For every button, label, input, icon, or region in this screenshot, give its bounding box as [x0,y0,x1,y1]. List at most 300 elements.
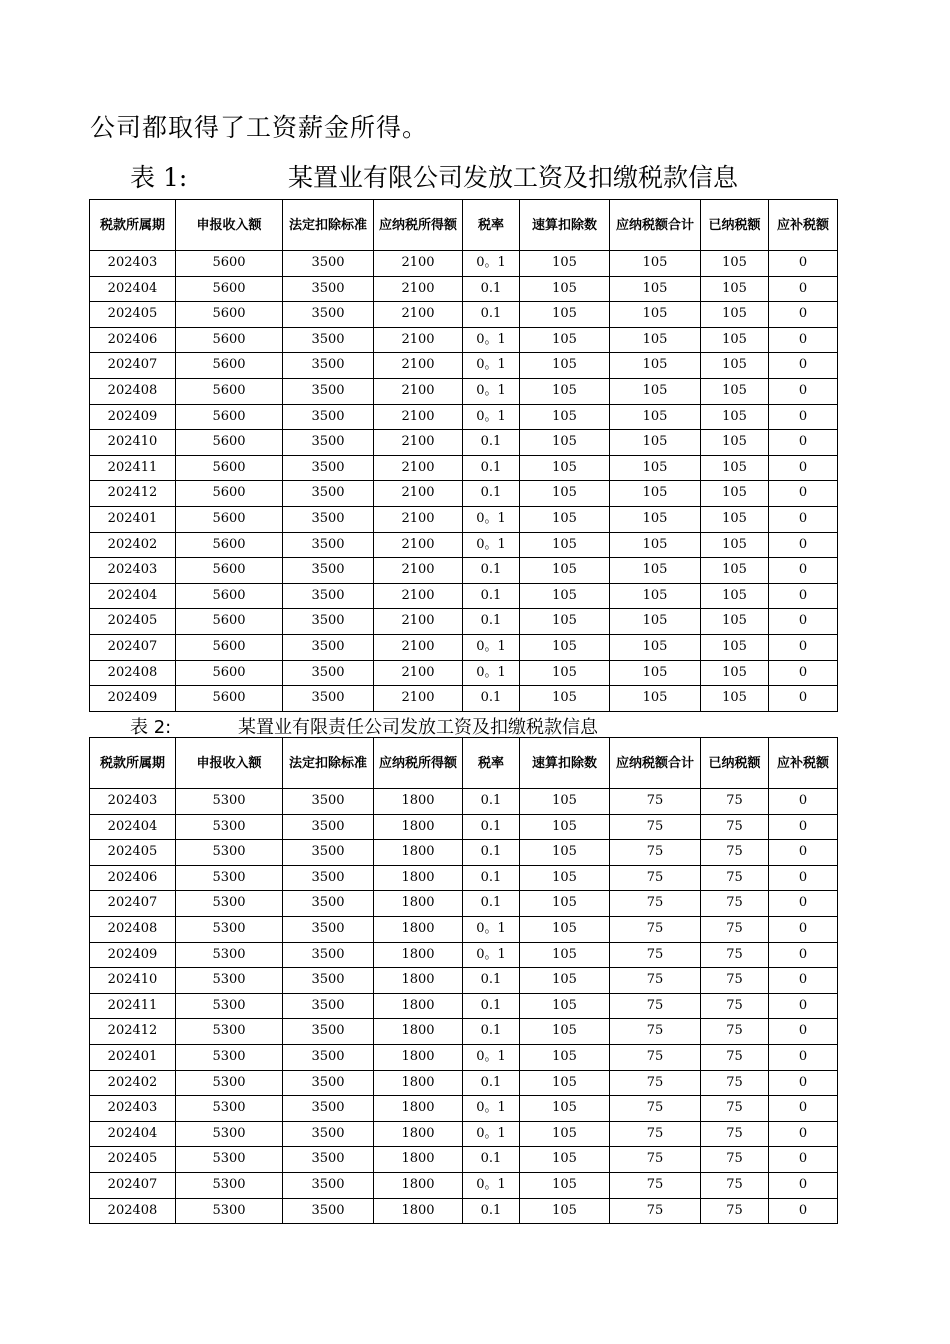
header-text: 税款所属期 [99,755,165,771]
table-cell: 2100 [374,660,463,686]
table-cell: 3500 [283,1172,374,1198]
table-cell: 105 [610,558,701,584]
table-cell: 202405 [90,609,176,635]
table-cell: 5600 [176,404,283,430]
table-row [90,942,838,968]
table-cell: 1800 [374,993,463,1019]
table-cell: 105 [520,1198,610,1224]
table-cell: 2100 [374,686,463,712]
table-cell: 0。1 [463,660,520,686]
table-cell: 75 [701,814,769,840]
header-text: 应纳税所得额 [378,755,457,771]
table-cell: 202403 [90,789,176,815]
table-cell: 2100 [374,634,463,660]
table-cell: 105 [520,891,610,917]
table-cell: 0 [769,1147,838,1173]
table-cell: 3500 [283,840,374,866]
table-cell: 0.1 [463,430,520,456]
table-cell: 0.1 [463,583,520,609]
table-cell: 202411 [90,455,176,481]
table-cell: 0。1 [463,506,520,532]
table-cell: 105 [520,660,610,686]
table-cell: 202409 [90,404,176,430]
table-cell: 0。1 [463,327,520,353]
table-cell: 105 [520,609,610,635]
table-cell: 5300 [176,891,283,917]
table-cell: 1800 [374,789,463,815]
table-cell: 0 [769,378,838,404]
table-cell: 105 [520,455,610,481]
table-cell: 5600 [176,506,283,532]
table2-header-tax-paid [701,738,769,789]
table-cell: 5300 [176,1121,283,1147]
table-cell: 75 [610,993,701,1019]
header-text: 已纳税额 [708,755,761,771]
table-cell: 202407 [90,891,176,917]
table-cell: 1800 [374,814,463,840]
table-cell: 75 [610,840,701,866]
table-cell: 105 [520,430,610,456]
table-cell: 0 [769,660,838,686]
table-cell: 3500 [283,327,374,353]
table-cell: 0。1 [463,532,520,558]
table-cell: 3500 [283,814,374,840]
table-cell: 5300 [176,942,283,968]
table-cell: 105 [610,404,701,430]
table-cell: 0 [769,609,838,635]
table-cell: 105 [520,942,610,968]
table-cell: 0。1 [463,353,520,379]
table-cell: 0 [769,942,838,968]
table-cell: 105 [610,634,701,660]
table-cell: 0.1 [463,993,520,1019]
table-row [90,1198,838,1224]
table-cell: 0.1 [463,865,520,891]
table-row [90,1147,838,1173]
table-cell: 105 [520,865,610,891]
table-cell: 3500 [283,789,374,815]
table-row [90,789,838,815]
table-cell: 3500 [283,353,374,379]
table-cell: 202404 [90,276,176,302]
table-cell: 75 [701,916,769,942]
table-cell: 105 [520,327,610,353]
table1-header-tax-due [769,200,838,251]
table-cell: 3500 [283,276,374,302]
header-text: 速算扣除数 [531,755,597,771]
table-cell: 105 [610,353,701,379]
table-cell: 3500 [283,686,374,712]
table-cell: 75 [701,1147,769,1173]
table2-body [90,789,838,1224]
table-cell: 5600 [176,634,283,660]
table1-header-tax-rate [463,200,520,251]
table-cell: 3500 [283,1198,374,1224]
table-cell: 0.1 [463,686,520,712]
table-cell: 202407 [90,1172,176,1198]
table1-caption-title: 某置业有限公司发放工资及扣缴税款信息 [288,163,739,192]
table-row [90,1044,838,1070]
table-cell: 105 [701,583,769,609]
table-cell: 0 [769,814,838,840]
table-cell: 0.1 [463,891,520,917]
table-cell: 1800 [374,1044,463,1070]
table-cell: 105 [610,455,701,481]
table-cell: 105 [520,378,610,404]
header-text: 税款所属期 [99,217,165,233]
table-cell: 5600 [176,583,283,609]
table-cell: 202408 [90,1198,176,1224]
table-cell: 3500 [283,634,374,660]
table-cell: 0 [769,840,838,866]
table2-caption [130,713,598,739]
table-cell: 75 [701,968,769,994]
header-text: 已纳税额 [708,217,761,233]
header-text: 申报收入额 [196,217,262,233]
table-row [90,1019,838,1045]
table-cell: 3500 [283,1019,374,1045]
table-cell: 3500 [283,302,374,328]
table-cell: 105 [701,302,769,328]
header-text: 法定扣除标准 [288,217,367,233]
table-cell: 75 [610,814,701,840]
table-cell: 202409 [90,942,176,968]
table-cell: 105 [701,430,769,456]
table-cell: 75 [610,916,701,942]
table-cell: 0.1 [463,968,520,994]
table-cell: 5300 [176,814,283,840]
table-cell: 5600 [176,353,283,379]
table-cell: 105 [520,532,610,558]
header-text: 速算扣除数 [531,217,597,233]
table-cell: 1800 [374,1070,463,1096]
table-cell: 5600 [176,532,283,558]
table-cell: 105 [520,583,610,609]
table-cell: 0 [769,455,838,481]
table-cell: 202409 [90,686,176,712]
table1-header-tax-paid [701,200,769,251]
table-cell: 5300 [176,916,283,942]
table-cell: 1800 [374,916,463,942]
table-cell: 75 [610,942,701,968]
table-cell: 0 [769,481,838,507]
table-cell: 0 [769,353,838,379]
table-cell: 105 [701,532,769,558]
table-cell: 0.1 [463,1019,520,1045]
table-cell: 105 [610,583,701,609]
table-cell: 3500 [283,251,374,277]
table-cell: 5600 [176,251,283,277]
table-cell: 0。1 [463,404,520,430]
table-cell: 0.1 [463,455,520,481]
table-cell: 202403 [90,251,176,277]
table-cell: 75 [701,942,769,968]
table-cell: 75 [610,968,701,994]
table1-header-quick-deduction [520,200,610,251]
table2-header-row [90,738,838,789]
table-row [90,916,838,942]
table2-header-period [90,738,176,789]
table-cell: 3500 [283,532,374,558]
table-cell: 105 [520,686,610,712]
table-cell: 0.1 [463,1070,520,1096]
table-cell: 0 [769,251,838,277]
table-cell: 0 [769,1121,838,1147]
table-cell: 0 [769,1172,838,1198]
table-cell: 5300 [176,789,283,815]
table-cell: 3500 [283,1096,374,1122]
table-cell: 202401 [90,506,176,532]
intro-paragraph: 公司都取得了工资薪金所得。 [90,113,429,142]
table2-header-tax-due [769,738,838,789]
table-cell: 105 [520,1096,610,1122]
table-cell: 5300 [176,1096,283,1122]
table-row [90,276,838,302]
table-cell: 75 [610,1044,701,1070]
table-cell: 1800 [374,1198,463,1224]
table-cell: 0 [769,327,838,353]
table-cell: 105 [701,506,769,532]
table-cell: 3500 [283,968,374,994]
table-cell: 75 [701,1172,769,1198]
table-cell: 75 [701,891,769,917]
table-cell: 75 [610,1121,701,1147]
table-cell: 105 [520,993,610,1019]
table-cell: 5600 [176,481,283,507]
table-cell: 0.1 [463,276,520,302]
table-cell: 3500 [283,404,374,430]
table-cell: 105 [701,634,769,660]
table-cell: 75 [701,840,769,866]
table-cell: 105 [520,481,610,507]
table2-header-deduction [283,738,374,789]
table-cell: 105 [520,634,610,660]
table-cell: 75 [610,1096,701,1122]
table-cell: 3500 [283,891,374,917]
table-row [90,558,838,584]
table-cell: 2100 [374,506,463,532]
header-text: 应纳税额合计 [615,217,694,233]
table-row [90,353,838,379]
table-cell: 0 [769,1096,838,1122]
table-cell: 1800 [374,840,463,866]
table-cell: 5300 [176,993,283,1019]
table-cell: 0 [769,993,838,1019]
table-cell: 5600 [176,609,283,635]
table-cell: 75 [701,865,769,891]
table1-caption-label: 表 1: [130,163,188,192]
table1-header-taxable-income [374,200,463,251]
table1-caption [130,158,738,194]
table-cell: 2100 [374,455,463,481]
table-cell: 75 [701,1198,769,1224]
table-cell: 0。1 [463,1044,520,1070]
table1-tax-records [89,199,838,712]
table-cell: 75 [610,865,701,891]
table-cell: 3500 [283,558,374,584]
table-cell: 105 [701,251,769,277]
table-cell: 0 [769,302,838,328]
table-cell: 0 [769,865,838,891]
table2-header-taxable-income [374,738,463,789]
table-cell: 0 [769,430,838,456]
table-row [90,1070,838,1096]
table-cell: 3500 [283,609,374,635]
table-cell: 1800 [374,942,463,968]
header-text: 税率 [477,217,504,233]
table-cell: 0。1 [463,378,520,404]
table-cell: 75 [610,1070,701,1096]
table-cell: 2100 [374,430,463,456]
table-cell: 105 [610,481,701,507]
table-cell: 105 [610,532,701,558]
table-cell: 3500 [283,865,374,891]
table-cell: 105 [701,276,769,302]
table-cell: 1800 [374,891,463,917]
table-cell: 1800 [374,968,463,994]
table-cell: 5600 [176,660,283,686]
table-cell: 75 [701,1096,769,1122]
table-cell: 5300 [176,1044,283,1070]
table-cell: 0 [769,1044,838,1070]
table-cell: 0 [769,506,838,532]
table-row [90,1096,838,1122]
table-row [90,455,838,481]
table-cell: 202404 [90,814,176,840]
table-cell: 5300 [176,1198,283,1224]
table-cell: 0。1 [463,1121,520,1147]
table-cell: 202403 [90,1096,176,1122]
table-cell: 5300 [176,840,283,866]
table-cell: 105 [520,302,610,328]
table-row [90,1121,838,1147]
table-row [90,327,838,353]
table-cell: 2100 [374,404,463,430]
table-cell: 0 [769,558,838,584]
table-cell: 105 [520,1121,610,1147]
table-cell: 0.1 [463,481,520,507]
table2-caption-label: 表 2: [130,717,172,738]
table-cell: 105 [701,327,769,353]
table2-header-tax-rate [463,738,520,789]
table-cell: 105 [701,353,769,379]
table-cell: 105 [520,789,610,815]
table1-header-tax-total [610,200,701,251]
table-cell: 2100 [374,378,463,404]
table-cell: 3500 [283,378,374,404]
table-cell: 202408 [90,660,176,686]
table-cell: 105 [610,276,701,302]
table-cell: 2100 [374,481,463,507]
table-cell: 202410 [90,430,176,456]
table-cell: 1800 [374,1172,463,1198]
table-cell: 105 [520,916,610,942]
table-cell: 202410 [90,968,176,994]
table-cell: 2100 [374,251,463,277]
table-row [90,1172,838,1198]
table-cell: 105 [520,251,610,277]
header-text: 申报收入额 [196,755,262,771]
table1-body [90,251,838,712]
table-cell: 1800 [374,1121,463,1147]
table2-header-quick-deduction [520,738,610,789]
table-cell: 75 [701,1044,769,1070]
table1-header-deduction [283,200,374,251]
table-row [90,686,838,712]
table-cell: 0.1 [463,814,520,840]
table-cell: 1800 [374,1019,463,1045]
table-cell: 105 [701,609,769,635]
table-cell: 202402 [90,1070,176,1096]
table-cell: 3500 [283,1147,374,1173]
table-cell: 5300 [176,1147,283,1173]
table-cell: 202401 [90,1044,176,1070]
table-row [90,993,838,1019]
table-row [90,609,838,635]
table-cell: 3500 [283,455,374,481]
table2-caption-title: 某置业有限责任公司发放工资及扣缴税款信息 [238,717,598,738]
table-cell: 75 [610,1198,701,1224]
table-cell: 3500 [283,506,374,532]
header-text: 应纳税额合计 [615,755,694,771]
table-row [90,814,838,840]
table-cell: 5300 [176,1172,283,1198]
table-cell: 0.1 [463,840,520,866]
table-cell: 3500 [283,583,374,609]
table-cell: 1800 [374,1096,463,1122]
table-cell: 0 [769,789,838,815]
table-cell: 202402 [90,532,176,558]
table-cell: 202404 [90,1121,176,1147]
table1-header-income [176,200,283,251]
table-cell: 202403 [90,558,176,584]
table-cell: 2100 [374,353,463,379]
table1-header-row [90,200,838,251]
table-cell: 0.1 [463,1147,520,1173]
table-cell: 1800 [374,1147,463,1173]
table-cell: 0 [769,1198,838,1224]
table-cell: 5600 [176,430,283,456]
table-cell: 105 [610,609,701,635]
table-cell: 5300 [176,865,283,891]
table-row [90,251,838,277]
table-cell: 202405 [90,1147,176,1173]
header-text: 税率 [477,755,504,771]
table-cell: 202405 [90,840,176,866]
table-cell: 105 [520,1070,610,1096]
table-cell: 0。1 [463,634,520,660]
table-cell: 5600 [176,276,283,302]
table-cell: 105 [520,1172,610,1198]
header-text: 应补税额 [776,755,829,771]
table-cell: 3500 [283,660,374,686]
table-cell: 202406 [90,865,176,891]
table-row [90,583,838,609]
table-cell: 0 [769,404,838,430]
table-row [90,378,838,404]
table-cell: 5600 [176,686,283,712]
table-cell: 105 [610,251,701,277]
table-cell: 0。1 [463,916,520,942]
table-cell: 202408 [90,378,176,404]
table-cell: 2100 [374,327,463,353]
table-cell: 3500 [283,916,374,942]
table1-header-period [90,200,176,251]
table-cell: 105 [701,686,769,712]
table-cell: 3500 [283,1044,374,1070]
table-cell: 202407 [90,353,176,379]
table-cell: 202411 [90,993,176,1019]
